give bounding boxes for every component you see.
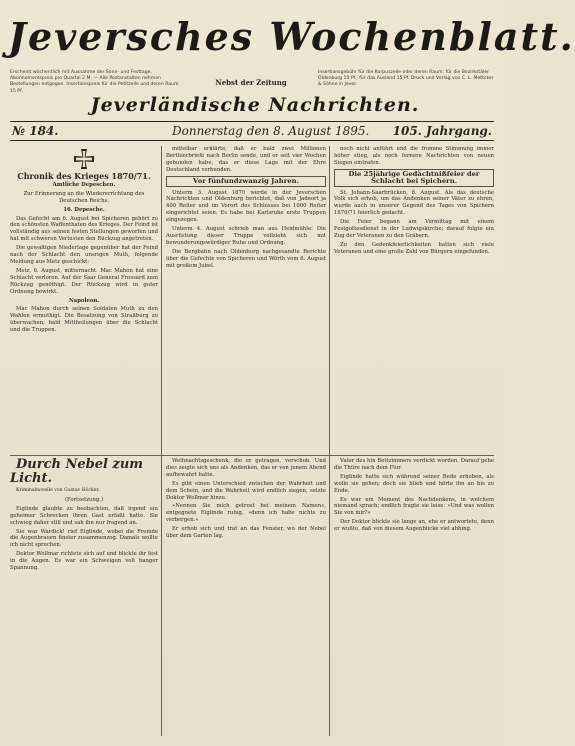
paragraph: St. Johann-Saarbrücken, 8. August. Als das deutsche Volk sich erhob, um das Andenken seiner Väter zu ehren, wurde auch in unserer Gegend des Tages von Spichern 1870/71 feierlich gedacht. <box>334 189 494 217</box>
paragraph: Unterm 4. August schrieb man aus Heidmühle: Die Ausrüstung dieser Truppe vollzieht sich mit bewunderungswürdiger Ruhe und Ordnung. <box>166 226 326 246</box>
anniversary-column <box>166 146 326 454</box>
subtitle: Jeverländische Nachrichten. <box>90 94 420 116</box>
paragraph: Doktor Wollmar richtete sich auf und blickte ihr fest in die Augen. Es war ein Schweigen voll banger Spannung. <box>10 551 158 572</box>
paragraph: Die Feier begann am Vormittag mit einem Festgottesdienst in der Ludwigskirche; darauf folgte ein Zug der Veteranen zu den Gräbern. <box>334 219 494 239</box>
section-heading: Vor fünfundzwanzig Jahren. <box>166 176 326 187</box>
paragraph: »Nennen Sie mich getrost bei meinem Namen«, entgegnete Eiglinde ruhig, »denn ich habe nichts zu verbergen.« <box>166 503 326 524</box>
supplement-note: Nebst der Zeitung <box>215 78 287 87</box>
column-divider <box>161 146 162 736</box>
paragraph: Es gibt einen Unterschied zwischen der Wahrheit und dem Schein, und die Wahrheit wird endlich siegen, setzte Doktor Wollmar hinzu. <box>166 480 326 501</box>
paragraph: Eiglinde hatte sich während seiner Rede erhoben, als wolle sie gehen; doch sie blieb und hörte ihn an bis zu Ende. <box>334 473 494 494</box>
issue-number: № 184. <box>12 124 59 138</box>
paragraph: Sie war Wardick! rief Eiglinde, wobei die Fremde die Augenbrauen finster zusammenzog. Damals wollte ich nicht sprechen. <box>10 528 158 549</box>
section-heading: Die 25jährige Gedächtnißfeier der Schlacht bei Spichern. <box>334 169 494 187</box>
paragraph: Der Doktor blickte sie lange an, ehe er antwortete, denn er wußte, daß von diesem Augenblicke viel abhing. <box>334 519 494 533</box>
chronicle-subheading: Amtliche Depeschen. <box>52 181 116 188</box>
continuation-note: (Fortsetzung.) <box>64 496 104 503</box>
issue-year: 105. Jahrgang. <box>392 124 492 138</box>
issue-date: Donnerstag den 8. August 1895. <box>172 124 370 138</box>
insertion-info: Insertionsgebühr für die Korpuszeile oder deren Raum: für die Bezirkstäler Oldenburg 10 Pf., für das Ausland 15 Pf. Druck und Verlag von C. L. Mettcker & Söhne in Jever. <box>318 70 494 88</box>
novel-column <box>10 458 158 736</box>
paragraph: Zu den Gedenkfeierlichkeiten hatten sich viele Veteranen und eine große Zahl von Bürgern eingefunden. <box>334 241 494 255</box>
subscription-info: Erscheint wöchentlich mit Ausnahme der Sonn- und Festtage. Abonnementspreis pro Quartal 2 M. — Alle Postanstalten nehmen Bestellungen entgegen. Insertionspreis für die Petitzeile und deren Raum 15 Pf. <box>10 70 179 94</box>
signature: Napoleon. <box>68 297 100 304</box>
chronicle-intro: Zur Erinnerung an die Wiedererrichtung des Deutschen Reichs. <box>23 190 145 204</box>
paragraph: Mac Mahon durch seinen Soldaten Muth zu den Wahlen ermuthigt. Die Besatzung von Straßburg zu überwachen; bald Mittheilungen über die Schlacht und die Truppen. <box>10 306 158 334</box>
novel-title: Durch Nebel zum Licht. <box>10 457 144 486</box>
paragraph: Er erhob sich und trat an das Fenster, wo der Nebel über dem Garten lag. <box>166 526 326 540</box>
masthead-title: Jeversches Wochenblatt. <box>8 14 575 59</box>
issue-line <box>10 121 494 141</box>
paragraph: Es war ein Moment des Nachdenkens, in welchem niemand sprach; endlich fragte sie leise: »Und was wollen Sie von mir?« <box>334 496 494 517</box>
section-divider <box>10 455 494 456</box>
paragraph: Das Gefecht am 6. August bei Spicheren gehört zu den schönsten Waffenthaten des Krieges. Der Feind ist vollständig aus seinen festen Stellungen geworfen und hat mit schweren Verlusten den Rückzug angetreten. <box>10 215 158 243</box>
dispatch-title: 16. Depesche. <box>63 206 105 213</box>
paragraph: mittelbar erklärte, daß er bald zwei Millionen Berthierbriefe nach Berlin sende, und er seit vier Wochen gebunden habe, das er diese Lage mit der Ehre Deutschland verbunden. <box>166 146 326 173</box>
paragraph: Weihnachtsgeschenk, die er getragen, verschob. Und dies zeigte sich uns als Andenken, das er von jenem Abend aufbewahrt hatte. <box>166 458 326 478</box>
novel-column-end <box>334 458 494 736</box>
paragraph: Die Bergbahn nach Oldenburg nachgesandte Berichte über die Gefechte von Spicheren und Wörth vom 6. August mit großem Jubel. <box>166 248 326 269</box>
paragraph: Metz, 6. August, mitternacht. Mac Mahon hat eine Schlacht verloren. Auf der Saar General Frossard zum Rückzug genöthigt. Der Rückzug wird in guter Ordnung bewirkt. <box>10 267 158 295</box>
novel-author: Kriminalnovelle von Gustav Höcker. <box>16 488 100 493</box>
paragraph: Die gewaltigen Niederlage gegenüber hat der Feind nach der Schlacht den unsrigen Muth, folgende Meldung aus Metz geschickt: <box>10 245 158 265</box>
iron-cross-icon <box>73 148 95 170</box>
chronicle-heading: Chronik des Krieges 1870/71. <box>17 171 151 181</box>
novel-column-continued <box>166 458 326 736</box>
paragraph: Vater des hin Bettzimmers verdickt worden. Darauf gehe die Thüre nach dem Flur. <box>334 458 494 471</box>
paragraph: Unterm 3. August 1870 werde in der Jeverschen Nachrichten und Oldenburg berichtet, daß von Jadeort ja 400 Reiter und im Vorort des Schlosses bei 1000 Reiter eingerichtet seien. Es habe bei Karlsruhe erste Truppen eingezogen. <box>166 189 326 224</box>
column-divider <box>329 146 330 736</box>
spichern-column <box>334 146 494 454</box>
paragraph: Eiglinde glaubte zu beobachten, daß irgend ein geheimer Schrecken ihren Gast erfaßt hatte. Sie schwieg daher still und sah ihn nur fragend an. <box>10 505 158 526</box>
war-chronicle-column <box>10 146 158 454</box>
paragraph: noch nicht anführt und die fromme Stimmung immer höher stieg, als noch fernere Nachrichten von neuen Siegen eintrafen. <box>334 146 494 166</box>
